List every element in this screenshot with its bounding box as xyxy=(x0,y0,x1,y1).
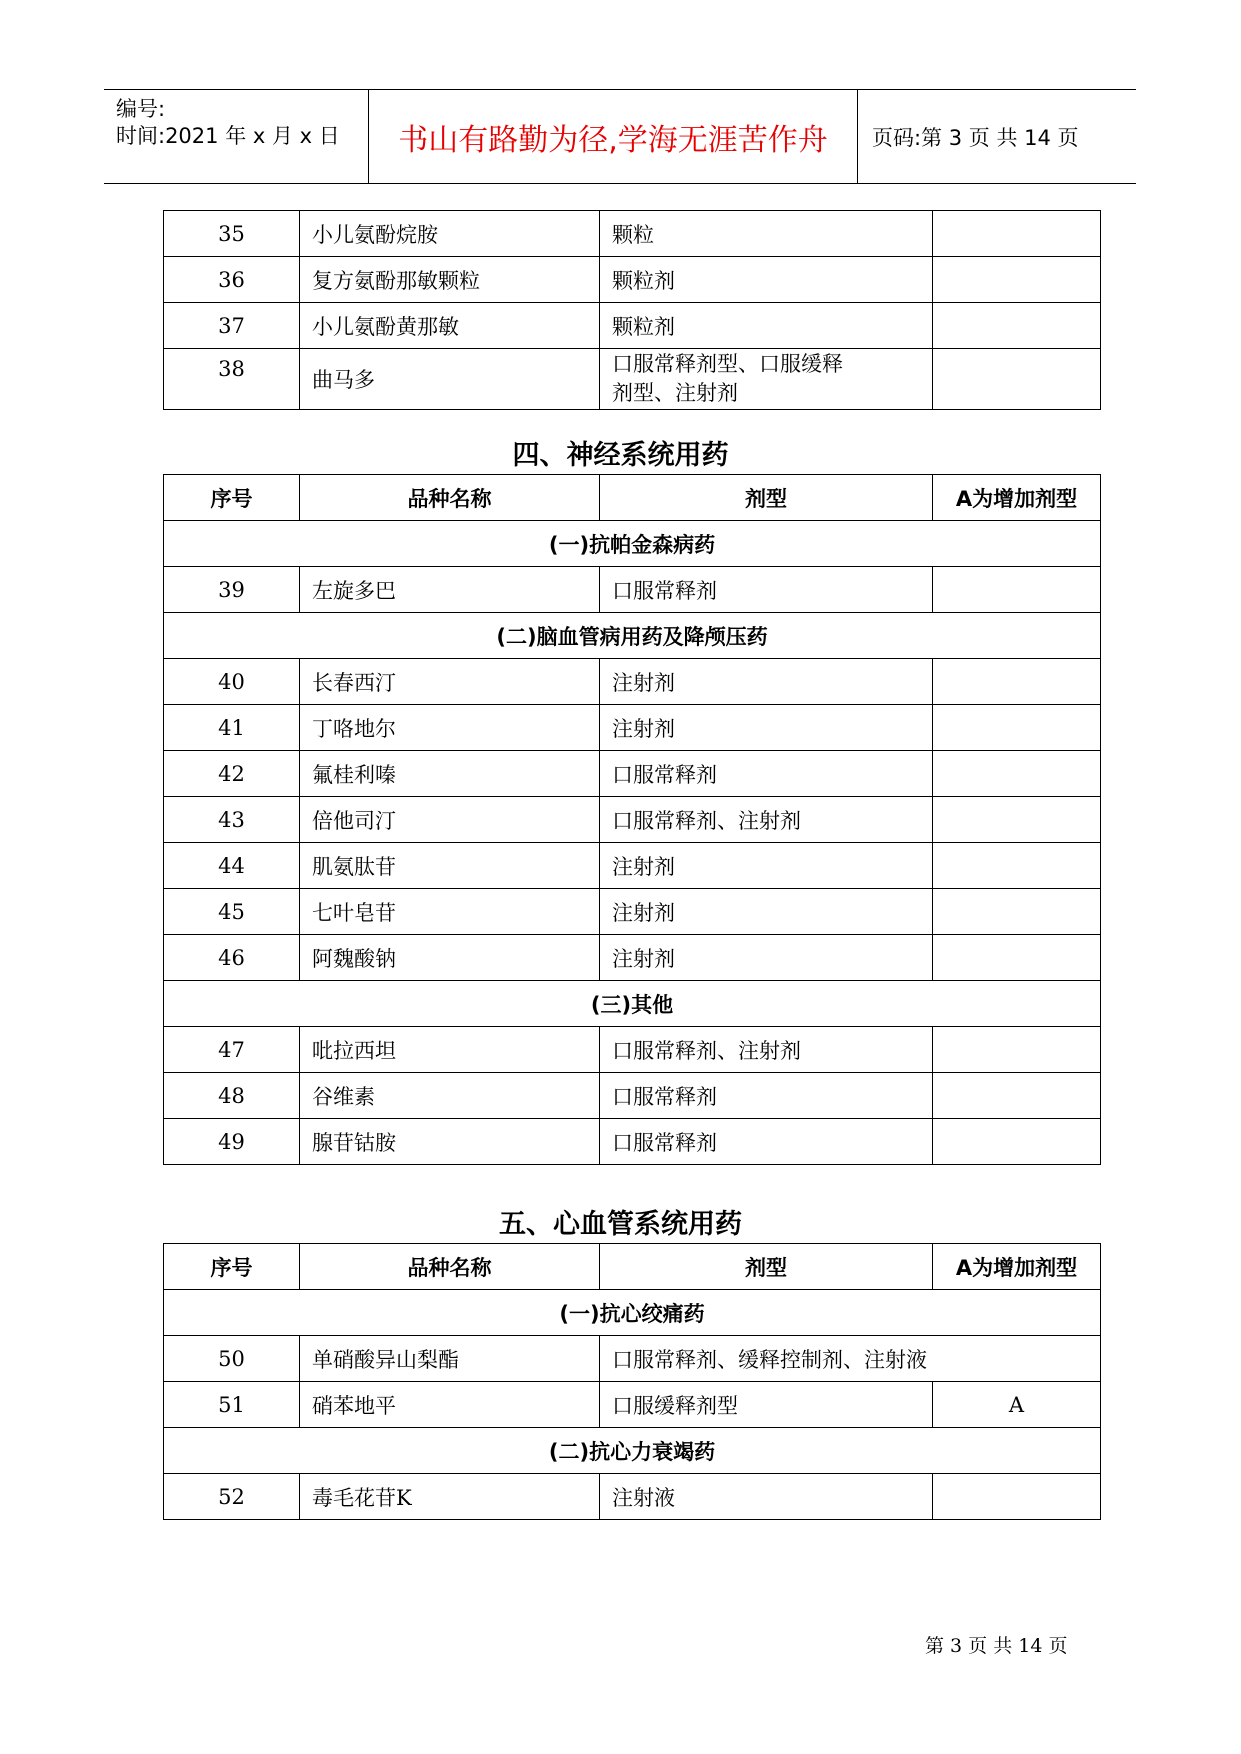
subcategory-label: (二)抗心力衰竭药 xyxy=(164,1428,1101,1474)
col-header-form: 剂型 xyxy=(600,1244,933,1290)
row-number: 52 xyxy=(164,1474,300,1520)
drug-name: 小儿氨酚黄那敏 xyxy=(300,303,600,349)
subcategory-row xyxy=(164,1290,1101,1336)
dosage-form: 口服常释剂、注射剂 xyxy=(600,797,933,843)
subcategory-label: (一)抗帕金森病药 xyxy=(164,521,1101,567)
drug-name: 复方氨酚那敏颗粒 xyxy=(300,257,600,303)
dosage-form: 注射剂 xyxy=(600,889,933,935)
added-form-flag xyxy=(933,1119,1101,1165)
dosage-form: 口服常释剂、注射剂 xyxy=(600,1027,933,1073)
added-form-flag xyxy=(933,211,1101,257)
table-row xyxy=(164,1474,1101,1520)
code-label: 编号: xyxy=(116,97,166,121)
drug-table-cardio xyxy=(163,1243,1101,1520)
drug-name: 倍他司汀 xyxy=(300,797,600,843)
row-number: 40 xyxy=(164,659,300,705)
row-number: 48 xyxy=(164,1073,300,1119)
added-form-flag xyxy=(933,843,1101,889)
drug-name: 谷维素 xyxy=(300,1073,600,1119)
table-row xyxy=(164,751,1101,797)
subcategory-label: (一)抗心绞痛药 xyxy=(164,1290,1101,1336)
drug-name: 丁咯地尔 xyxy=(300,705,600,751)
table-row xyxy=(164,889,1101,935)
row-number: 35 xyxy=(164,211,300,257)
added-form-flag xyxy=(933,1073,1101,1119)
row-number: 50 xyxy=(164,1336,300,1382)
row-number: 37 xyxy=(164,303,300,349)
table-row xyxy=(164,1336,1101,1382)
added-form-flag xyxy=(933,303,1101,349)
row-number: 43 xyxy=(164,797,300,843)
col-header-form: 剂型 xyxy=(600,475,933,521)
dosage-form-line: 口服常释剂型、口服缓释 xyxy=(612,352,843,376)
added-form-flag xyxy=(933,705,1101,751)
drug-name: 肌氨肽苷 xyxy=(300,843,600,889)
added-form-flag xyxy=(933,567,1101,613)
table-row xyxy=(164,303,1101,349)
dosage-form: 注射剂 xyxy=(600,659,933,705)
row-number: 38 xyxy=(164,349,300,410)
row-number: 51 xyxy=(164,1382,300,1428)
drug-table-neuro xyxy=(163,474,1101,1165)
subcategory-row xyxy=(164,1428,1101,1474)
col-header-added: A为增加剂型 xyxy=(933,1244,1101,1290)
added-form-flag xyxy=(933,1027,1101,1073)
col-header-number: 序号 xyxy=(164,1244,300,1290)
dosage-form: 口服常释剂 xyxy=(600,751,933,797)
drug-name: 单硝酸异山梨酯 xyxy=(300,1336,600,1382)
dosage-form: 口服常释剂 xyxy=(600,567,933,613)
dosage-form: 口服常释剂 xyxy=(600,1073,933,1119)
table-row xyxy=(164,567,1101,613)
dosage-form: 颗粒 xyxy=(600,211,933,257)
header-left-cell xyxy=(104,90,369,183)
added-form-flag xyxy=(933,257,1101,303)
section-title-cardio: 五、心血管系统用药 xyxy=(499,1209,742,1240)
dosage-form: 注射液 xyxy=(600,1474,933,1520)
added-form-flag xyxy=(933,1474,1101,1520)
added-form-flag: A xyxy=(933,1382,1101,1428)
drug-name: 硝苯地平 xyxy=(300,1382,600,1428)
dosage-form: 颗粒剂 xyxy=(600,257,933,303)
table-row xyxy=(164,1119,1101,1165)
dosage-form xyxy=(600,349,933,410)
drug-name: 曲马多 xyxy=(300,349,600,410)
table-row xyxy=(164,211,1101,257)
row-number: 47 xyxy=(164,1027,300,1073)
header-motto: 书山有路勤为径,学海无涯苦作舟 xyxy=(369,90,858,183)
added-form-flag xyxy=(933,935,1101,981)
dosage-form: 注射剂 xyxy=(600,935,933,981)
drug-table-continued xyxy=(163,210,1101,410)
dosage-form: 注射剂 xyxy=(600,843,933,889)
subcategory-label: (三)其他 xyxy=(164,981,1101,1027)
table-row xyxy=(164,349,1101,410)
table-row xyxy=(164,935,1101,981)
row-number: 36 xyxy=(164,257,300,303)
table-row xyxy=(164,843,1101,889)
row-number: 49 xyxy=(164,1119,300,1165)
section-title-neuro: 四、神经系统用药 xyxy=(512,440,729,471)
dosage-form: 口服常释剂 xyxy=(600,1119,933,1165)
subcategory-row xyxy=(164,981,1101,1027)
table-header-row xyxy=(164,475,1101,521)
col-header-name: 品种名称 xyxy=(300,1244,600,1290)
drug-name: 长春西汀 xyxy=(300,659,600,705)
row-number: 42 xyxy=(164,751,300,797)
table-row xyxy=(164,1382,1101,1428)
drug-name: 七叶皂苷 xyxy=(300,889,600,935)
row-number: 39 xyxy=(164,567,300,613)
table-row xyxy=(164,257,1101,303)
added-form-flag xyxy=(933,659,1101,705)
subcategory-label: (二)脑血管病用药及降颅压药 xyxy=(164,613,1101,659)
header-page-info: 页码:第 3 页 共 14 页 xyxy=(872,125,1079,150)
drug-name: 毒毛花苷K xyxy=(300,1474,600,1520)
time-label: 时间:2021 年 x 月 x 日 xyxy=(116,124,340,148)
col-header-number: 序号 xyxy=(164,475,300,521)
added-form-flag xyxy=(933,889,1101,935)
table-row xyxy=(164,797,1101,843)
added-form-flag xyxy=(933,751,1101,797)
subcategory-row xyxy=(164,613,1101,659)
dosage-form-line: 剂型、注射剂 xyxy=(612,381,738,405)
row-number: 46 xyxy=(164,935,300,981)
drug-name: 氟桂利嗪 xyxy=(300,751,600,797)
added-form-flag xyxy=(933,349,1101,410)
drug-name: 左旋多巴 xyxy=(300,567,600,613)
table-row xyxy=(164,705,1101,751)
row-number: 44 xyxy=(164,843,300,889)
drug-name: 吡拉西坦 xyxy=(300,1027,600,1073)
row-number: 45 xyxy=(164,889,300,935)
subcategory-row xyxy=(164,521,1101,567)
col-header-added: A为增加剂型 xyxy=(933,475,1101,521)
col-header-name: 品种名称 xyxy=(300,475,600,521)
row-number: 41 xyxy=(164,705,300,751)
drug-name: 小儿氨酚烷胺 xyxy=(300,211,600,257)
document-header xyxy=(104,89,1136,184)
page-footer: 第 3 页 共 14 页 xyxy=(925,1635,1068,1657)
added-form-flag xyxy=(933,797,1101,843)
drug-name: 腺苷钴胺 xyxy=(300,1119,600,1165)
dosage-form: 注射剂 xyxy=(600,705,933,751)
table-header-row xyxy=(164,1244,1101,1290)
dosage-form: 口服常释剂、缓释控制剂、注射液 xyxy=(600,1336,1101,1382)
dosage-form: 颗粒剂 xyxy=(600,303,933,349)
table-row xyxy=(164,659,1101,705)
table-row xyxy=(164,1073,1101,1119)
dosage-form: 口服缓释剂型 xyxy=(600,1382,933,1428)
table-row xyxy=(164,1027,1101,1073)
drug-name: 阿魏酸钠 xyxy=(300,935,600,981)
